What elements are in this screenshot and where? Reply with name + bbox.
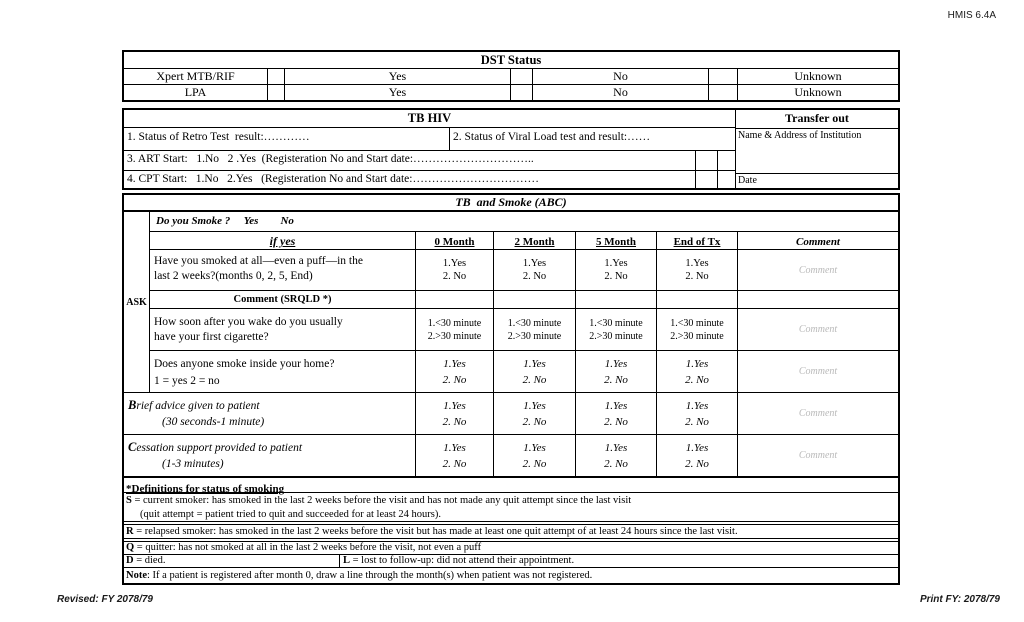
ask-label: ASK	[126, 296, 147, 308]
option-cell-2month[interactable]: 1.<30 minute 2.>30 minute	[493, 309, 575, 350]
question-text: Does anyone smoke inside your home? 1 = yes 2 = no	[154, 358, 335, 387]
cessation-support-row	[124, 434, 898, 476]
check-cell[interactable]	[717, 171, 735, 188]
col-header-0month: 0 Month	[434, 236, 475, 248]
if-yes-header-row	[150, 231, 898, 249]
table-row	[124, 151, 735, 171]
if-yes-label: if yes	[269, 234, 296, 248]
option-cell-0month[interactable]: 1.Yes 2. No	[415, 435, 493, 476]
option-cell-endtx[interactable]: 1.Yes 2. No	[656, 435, 737, 476]
col-header-5month: 5 Month	[595, 236, 637, 248]
option-cell-5month[interactable]: 1.Yes 2. No	[575, 393, 656, 434]
option-cell-5month[interactable]: 1.Yes 2. No	[575, 250, 656, 290]
option-yes[interactable]: Yes	[284, 85, 510, 100]
check-cell[interactable]	[695, 151, 717, 170]
retro-test-field[interactable]: 1. Status of Retro Test result:…………	[124, 128, 450, 150]
question-row-how-soon	[150, 308, 898, 350]
transfer-out-header: Transfer out	[736, 110, 898, 129]
question-row-home-smoke	[150, 350, 898, 392]
definition-l-cell: L = lost to follow-up: did not attend their appointment.	[343, 555, 575, 566]
definition-q-row: Q = quitter: has not smoked at all in the last 2 weeks before the visit, not even a puff	[124, 541, 898, 554]
option-cell-2month[interactable]: 1.Yes 2. No	[493, 435, 575, 476]
col-header-endtx: End of Tx	[673, 236, 721, 248]
option-cell-0month[interactable]: 1.Yes 2. No	[415, 250, 493, 290]
comment-cell[interactable]: Comment	[737, 309, 898, 350]
transfer-column	[735, 110, 898, 188]
comment-cell[interactable]: Comment	[737, 250, 898, 290]
definition-s-row: S = current smoker: has smoked in the last 2 weeks before the visit and has not made any quit attempt since the last visit (quit attempt = patient tried to quit and succeeded for at least 24 hours).	[124, 492, 898, 522]
srqld-label: Comment (SRQLD *)	[233, 294, 332, 305]
check-cell[interactable]	[717, 151, 735, 170]
empty-cell[interactable]	[575, 291, 656, 308]
option-cell-endtx[interactable]: 1.Yes 2. No	[656, 250, 737, 290]
empty-cell[interactable]	[493, 291, 575, 308]
option-cell-2month[interactable]: 1.Yes 2. No	[493, 393, 575, 434]
comment-cell[interactable]: Comment	[737, 351, 898, 392]
check-cell[interactable]	[510, 69, 532, 84]
empty-cell[interactable]	[737, 291, 898, 308]
col-header-comment: Comment	[795, 236, 840, 248]
note-row: Note: If a patient is registered after month 0, draw a line through the month(s) when patient was not registered.	[124, 567, 898, 583]
definitions-title: *Definitions for status of smoking	[126, 483, 285, 495]
option-cell-2month[interactable]: 1.Yes 2. No	[493, 351, 575, 392]
smoke-table	[122, 193, 900, 585]
ask-column	[124, 212, 150, 392]
srqld-row	[150, 290, 898, 308]
question-text: Brief advice given to patient (30 seconds-1 minute)	[128, 398, 265, 428]
definition-d-cell: D = died.	[124, 555, 340, 567]
brief-advice-row	[124, 392, 898, 434]
option-cell-0month[interactable]: 1.Yes 2. No	[415, 351, 493, 392]
table-row	[124, 171, 735, 188]
option-cell-0month[interactable]: 1.Yes 2. No	[415, 393, 493, 434]
option-no[interactable]: No	[532, 69, 708, 84]
tbhiv-title: TB HIV	[124, 110, 735, 128]
definition-dl-row	[124, 554, 898, 567]
option-cell-2month[interactable]: 1.Yes 2. No	[493, 250, 575, 290]
option-unknown[interactable]: Unknown	[737, 69, 898, 84]
question-row-smoked	[150, 249, 898, 290]
comment-cell[interactable]: Comment	[737, 435, 898, 476]
option-cell-endtx[interactable]: 1.Yes 2. No	[656, 351, 737, 392]
footer-print: Print FY: 2078/79	[919, 594, 1000, 605]
check-cell[interactable]	[695, 171, 717, 188]
definition-r-row: R = relapsed smoker: has smoked in the last 2 weeks before the visit but has made at least one quit attempt of at least 24 hours since the last visit.	[124, 524, 898, 539]
check-cell[interactable]	[267, 69, 284, 84]
check-cell[interactable]	[510, 85, 532, 100]
tbhiv-table	[122, 108, 900, 190]
option-cell-endtx[interactable]: 1.<30 minute 2.>30 minute	[656, 309, 737, 350]
empty-cell[interactable]	[415, 291, 493, 308]
date-field[interactable]: Date	[738, 175, 757, 186]
definitions-title-row	[124, 476, 898, 495]
question-text: Have you smoked at all—even a puff—in the last 2 weeks?(months 0, 2, 5, End)	[154, 255, 363, 282]
table-row	[124, 69, 898, 85]
table-row	[124, 85, 898, 100]
option-cell-0month[interactable]: 1.<30 minute 2.>30 minute	[415, 309, 493, 350]
check-cell[interactable]	[708, 69, 737, 84]
option-unknown[interactable]: Unknown	[737, 85, 898, 100]
option-no[interactable]: No	[532, 85, 708, 100]
check-cell[interactable]	[267, 85, 284, 100]
option-yes[interactable]: Yes	[284, 69, 510, 84]
col-header-2month: 2 Month	[514, 236, 555, 248]
art-start-field[interactable]: 3. ART Start: 1.No 2 .Yes (Registeration No and Start date:…………………………..	[127, 153, 534, 165]
dst-title: DST Status	[124, 52, 898, 69]
comment-cell[interactable]: Comment	[737, 393, 898, 434]
option-cell-endtx[interactable]: 1.Yes 2. No	[656, 393, 737, 434]
footer-revised: Revised: FY 2078/79	[57, 594, 153, 605]
question-text: How soon after you wake do you usually have your first cigarette?	[154, 316, 343, 343]
question-text: Cessation support provided to patient (1-3 minutes)	[128, 440, 303, 470]
option-cell-5month[interactable]: 1.<30 minute 2.>30 minute	[575, 309, 656, 350]
check-cell[interactable]	[708, 85, 737, 100]
dst-row-label: Xpert MTB/RIF	[156, 69, 235, 83]
institution-field[interactable]: Name & Address of Institution	[736, 129, 898, 174]
empty-cell[interactable]	[656, 291, 737, 308]
option-cell-5month[interactable]: 1.Yes 2. No	[575, 351, 656, 392]
cpt-start-field[interactable]: 4. CPT Start: 1.No 2.Yes (Registeration No and Start date:……………………………	[127, 173, 539, 185]
do-you-smoke-row[interactable]: Do you Smoke ? Yes No	[156, 215, 294, 227]
table-row	[124, 128, 735, 151]
smoke-title: TB and Smoke (ABC)	[124, 195, 898, 212]
doc-code: HMIS 6.4A	[947, 10, 996, 21]
viral-load-field[interactable]: 2. Status of Viral Load test and result:……	[453, 131, 651, 143]
option-cell-5month[interactable]: 1.Yes 2. No	[575, 435, 656, 476]
dst-table	[122, 50, 900, 102]
dst-row-label: LPA	[184, 85, 207, 99]
